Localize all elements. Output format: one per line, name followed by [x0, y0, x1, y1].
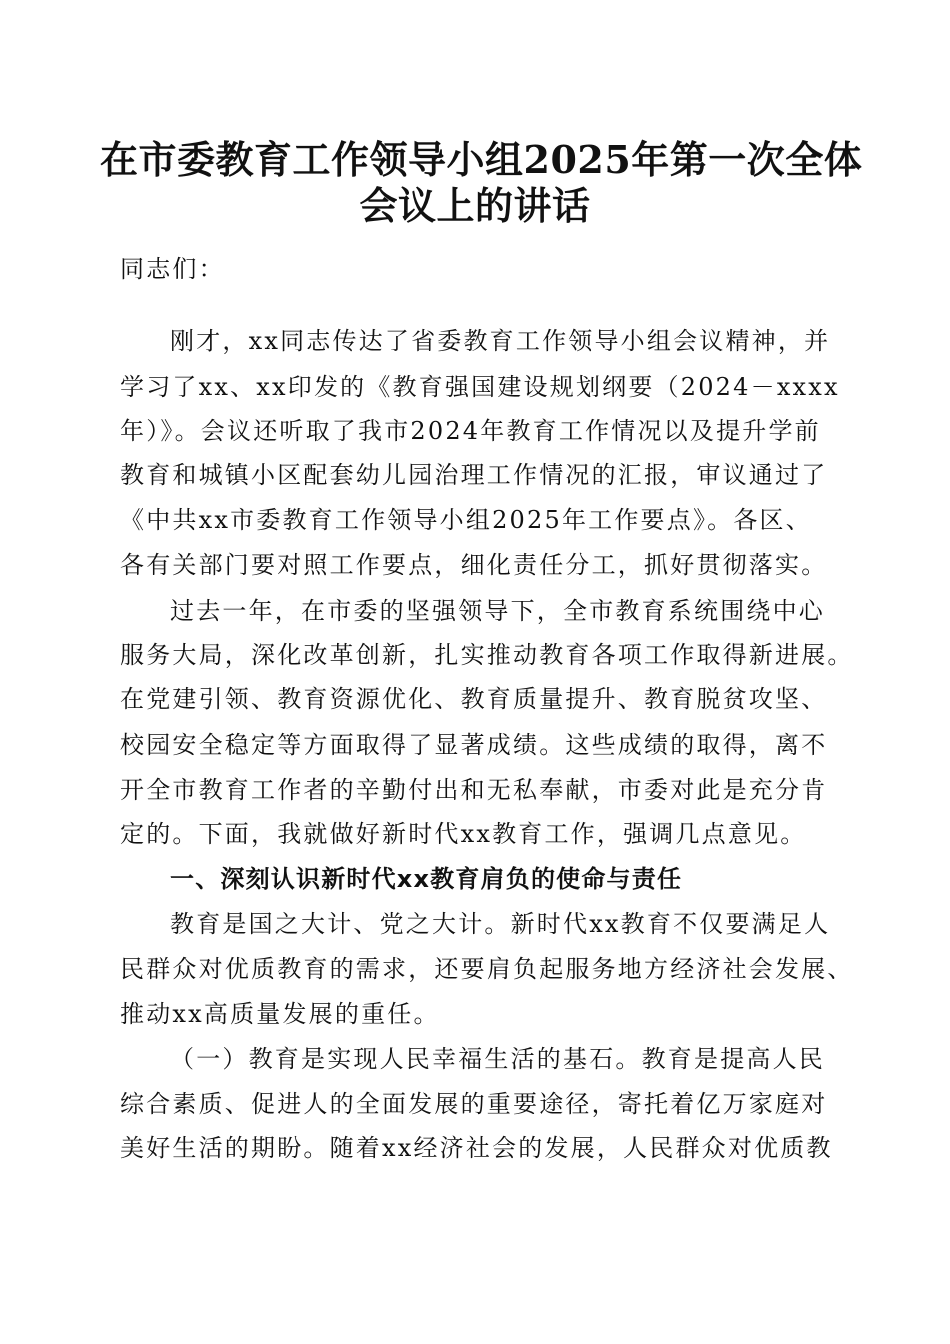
text-line: 校园安全稳定等方面取得了显著成绩。这些成绩的取得，离不	[120, 731, 828, 759]
document-title-line-1: 在市委教育工作领导小组2025年第一次全体	[100, 137, 863, 182]
text-line: 教育是国之大计、党之大计。新时代xx教育不仅要满足人	[170, 910, 831, 938]
text-line: 学习了xx、xx印发的《教育强国建设规划纲要（2024－xxxx	[120, 373, 840, 401]
text-line: 年）》。会议还听取了我市2024年教育工作情况以及提升学前	[120, 417, 821, 445]
text-line: 过去一年，在市委的坚强领导下，全市教育系统围绕中心	[170, 597, 825, 625]
text-line: 美好生活的期盼。随着xx经济社会的发展，人民群众对优质教	[120, 1134, 833, 1162]
section-heading: 一、深刻认识新时代xx教育肩负的使命与责任	[170, 865, 683, 893]
text-line: 推动xx高质量发展的重任。	[120, 1000, 440, 1028]
text-line: 《中共xx市委教育工作领导小组2025年工作要点》。各区、	[120, 506, 812, 534]
text-line: 各有关部门要对照工作要点，细化责任分工，抓好贯彻落实。	[120, 551, 828, 579]
text-line: 民群众对优质教育的需求，还要肩负起服务地方经济社会发展、	[120, 955, 854, 983]
text-line: 服务大局，深化改革创新，扎实推动教育各项工作取得新进展。	[120, 641, 854, 669]
salutation: 同志们：	[120, 255, 225, 283]
text-line: 刚才，xx同志传达了省委教育工作领导小组会议精神，并	[170, 327, 831, 355]
text-line: 教育和城镇小区配套幼儿园治理工作情况的汇报，审议通过了	[120, 461, 828, 489]
text-line: 综合素质、促进人的全面发展的重要途径，寄托着亿万家庭对	[120, 1090, 828, 1118]
text-line: 开全市教育工作者的辛勤付出和无私奉献，市委对此是充分肯	[120, 776, 828, 804]
text-line: 定的。下面，我就做好新时代xx教育工作，强调几点意见。	[120, 820, 807, 848]
text-line: 在党建引领、教育资源优化、教育质量提升、教育脱贫攻坚、	[120, 685, 828, 713]
document-title-line-2: 会议上的讲话	[359, 183, 591, 228]
subsection-line: （一）教育是实现人民幸福生活的基石。教育是提高人民	[170, 1045, 825, 1073]
